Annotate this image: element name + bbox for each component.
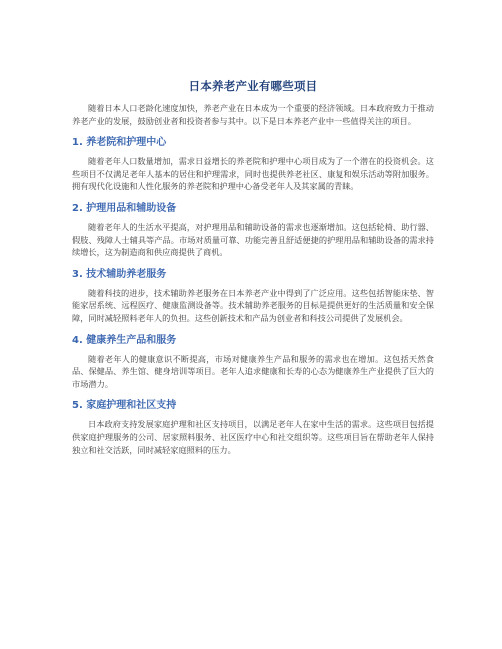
section-nursing-homes (72, 136, 434, 193)
section-body: 随着科技的进步，技术辅助养老服务在日本养老产业中得到了广泛应用。这些包括智能床垫、智能家居系统、远程医疗、健康监测设备等。技术辅助养老服务的目标是提供更好的生活质量和安全保障，同时减轻照料老年人的负担。这些创新技术和产品为创业者和科技公司提供了发展机会。 (72, 287, 434, 323)
section-care-products (72, 202, 434, 259)
section-body: 日本政府支持发展家庭护理和社区支持项目，以满足老年人在家中生活的需求。这些项目包括提供家庭护理服务的公司、居家照料服务、社区医疗中心和社交组织等。这些项目旨在帮助老年人保持独立和社交活跃，同时减轻家庭照料的压力。 (72, 419, 434, 455)
section-body: 随着老年人口数量增加，需求日益增长的养老院和护理中心项目成为了一个潜在的投资机会。这些项目不仅满足老年人基本的居住和护理需求，同时也提供养老社区、康复和娱乐活动等附加服务。拥有现代化设施和人性化服务的养老院和护理中心备受老年人及其家属的青睐。 (72, 156, 434, 192)
intro-paragraph: 随着日本人口老龄化速度加快，养老产业在日本成为一个重要的经济领域。日本政府致力于推动养老产业的发展，鼓励创业者和投资者参与其中。以下是日本养老产业中一些值得关注的项目。 (72, 103, 434, 126)
section-heading: 4. 健康养生产品和服务 (72, 334, 177, 346)
section-heading: 3. 技术辅助养老服务 (72, 268, 167, 280)
section-health-products (72, 334, 434, 391)
section-tech-assisted-care (72, 268, 434, 325)
document-title: 日本养老产业有哪些项目 (188, 79, 318, 93)
section-body: 随着老年人的生活水平提高，对护理用品和辅助设备的需求也逐渐增加。这包括轮椅、助行器、假肢、残障人士辅具等产品。市场对质量可靠、功能完善且舒适便捷的护理用品和辅助设备的需求持续增长，这为制造商和供应商提供了商机。 (72, 221, 434, 258)
section-home-community-care (72, 399, 434, 456)
section-heading: 1. 养老院和护理中心 (72, 137, 167, 149)
section-body: 随着老年人的健康意识不断提高，市场对健康养生产品和服务的需求也在增加。这包括天然食品、保健品、养生馆、健身培训等项目。老年人追求健康和长寿的心态为健康养生产业提供了巨大的市场潜力。 (72, 353, 434, 389)
section-heading: 2. 护理用品和辅助设备 (72, 202, 177, 214)
section-heading: 5. 家庭护理和社区支持 (72, 400, 177, 412)
